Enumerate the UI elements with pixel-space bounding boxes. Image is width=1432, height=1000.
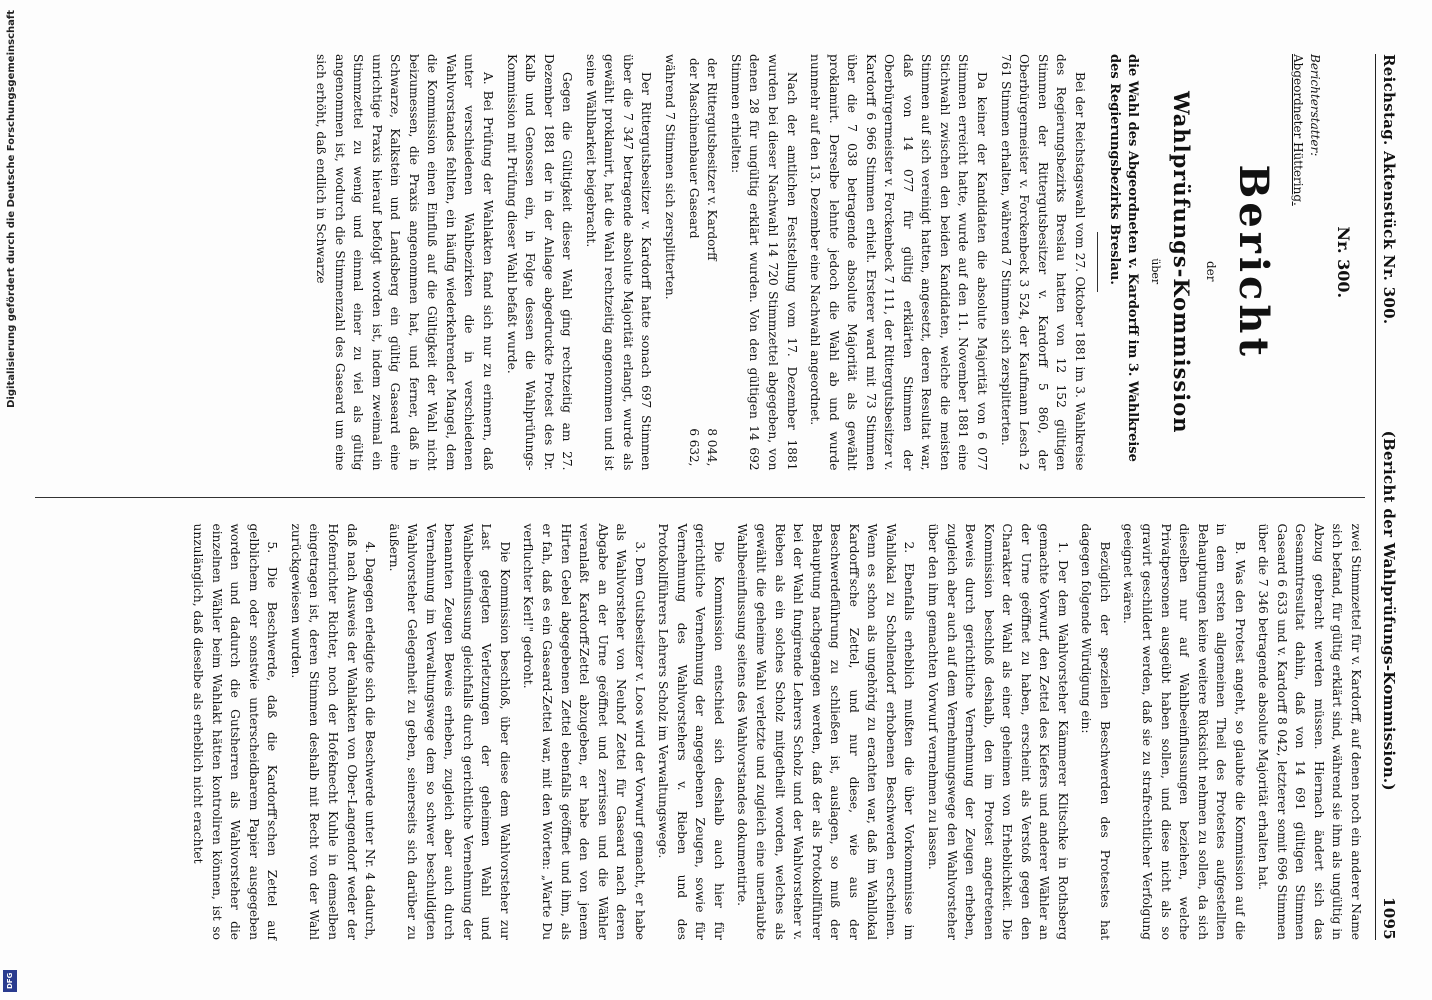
- paragraph: 5. Die Beschwerde, daß die Kardorff'schen Zettel auf gelblichem oder sonstwie unterscheidbarem Papier ausgegeben worden und dadurch die Gutsherren als Wahlvorsteher die einzelnen Wähler beim Wahlakt hätten kontroliren können, ist so unzulänglich, daß dieselbe als erheblich nicht erachtet: [191, 523, 280, 940]
- paragraph: Bezüglich der speziellen Beschwerden des Protestes hat dagegen folgende Würdigung ein:: [1079, 523, 1112, 940]
- text-columns: [35, 54, 1365, 940]
- running-head-left: Reichstag. Aktenstück Nr. 300.: [1380, 54, 1398, 325]
- digitization-note: [0, 10, 22, 990]
- paragraph: 2. Ebenfalls erheblich mußten die über Vorkommnisse im Wahllokal zu Schollendorf erhobenen Beschwerden erscheinen. Wenn es schon als ungehörig zu erachten war, daß im Wahllokal Kardorff'sche Zettel, und nur diese, wie aus der Beschwerdeführung zu schließen ist, auslagen, so muß der Behauptung nachgegangen werden, daß der als Protokollführer bei der Wahl fungirende Lehrers Scholz und der Wahlvorsteher v. Rieben als ein solches Scholz mitgetheilt worden, welches als gewählt die geheime Wahl verletzte und zugleich eine unerlaubte Wahlbeeinflussung seitens des Wahlvorstandes dokumentirte.: [735, 523, 917, 940]
- vote-count: 8 044,: [705, 428, 720, 467]
- report-der: der: [1204, 260, 1219, 282]
- paragraph: während 7 Stimmen sich zersplitterten.: [662, 54, 677, 300]
- paragraph: Da keiner der Kandidaten die absolute Majorität von 6 077 Stimmen erreicht hatte, wurde auf den 11. November 1881 eine Stichwahl zwischen den beiden Kandidaten, welche die meisten Stimmen auf sich vereinigt hatten, angesetzt, deren Resultat war, daß von 14 077 für gültig erklärten Stimmen der Oberbürgermeister v. Forckenbeck 7 111, der Rittergutsbesitzer v. Kardorff 6 966 Stimmen erhielt. Ersterer ward mit 73 Stimmen über die 7 038 betragende absolute Majorität als gewählt proklamirt. Derselbe lehnte jedoch die Wahl ab und wurde nunmehr auf den 13. Dezember eine Nachwahl angeordnet.: [808, 54, 990, 471]
- reporters: [1289, 54, 1323, 471]
- digitization-note-text: Digitalisierung gefördert durch die Deutsche Forschungsgemeinschaft: [5, 10, 17, 408]
- report-ueber: über: [1149, 258, 1163, 285]
- dfg-logo-icon: DFG: [3, 970, 17, 992]
- left-column: [35, 54, 1365, 471]
- section-rule: [1097, 232, 1098, 292]
- page-number: 1095: [1380, 897, 1398, 940]
- report-topic: die Wahl des Abgeordneten v. Kardorff im 3. Wahlkreise des Regierungsbezirks Breslau.: [1106, 54, 1141, 462]
- vote-candidate: der Maschinenbauer Gaseard: [687, 58, 702, 239]
- paragraph: 1. Der dem Wahlvorsteher Kämmerer Klitschke in Rothsberg gemachte Vorwurf, den Zettel des Kiefers und anderer Wähler an der Urne geöffnet zu haben, erscheint als Verstoß gegen den Charakter der Wahl als einer geheimen von Erheblichkeit. Die Kommission beschloß deshalb, den im Protest angetretenen Beweis durch gerichtliche Vernehmung der Zeugen erheben, zugleich aber auch auf dem Vernehmungswege den Wahlvorsteher über den ihm gemachten Vorwurf vernehmen zu lassen.: [925, 523, 1070, 940]
- paragraph: Die Kommission beschloß, über diese dem Wahlvorsteher zur Last gelegten Verletzungen der geheimen Wahl und Wahlbeeinflussung gleichfalls durch gerichtliche Vernehmung der benannten Zeugen Beweis erheben, zugleich aber auch durch Vernehmung im Verwaltungswege dem so schwer beschuldigten Wahlvorsteher Gelegenheit zu geben, seinerseits sich darüber zu äußern.: [386, 523, 512, 940]
- paragraph: Nach der amtlichen Feststellung vom 17. Dezember 1881 wurden bei dieser Nachwahl 14 720 Stimmzettel abgegeben, von denen 28 für ungültig erklärt wurden. Von den gültigen 14 692 Stimmen erhielten:: [728, 54, 799, 471]
- running-head-center: (Bericht der Wahlprüfungs-Kommission.): [1380, 430, 1398, 791]
- vote-row: [703, 54, 721, 471]
- vote-row: [685, 54, 703, 471]
- paragraph: 3. Dem Gutsbesitzer v. Loos wird der Vorwurf gemacht, er habe als Wahlvorsteher von Neuhof Zettel für Gaseard nach deren Abgabe an der Urne geöffnet und zerrissen und die Wähler veranlaßt Kardorff-Zettel abzugeben, er habe den von jenem Hirten Gebel abgegebenen Zettel ebenfalls geöffnet und ihm, als er fah, daß es ein Gaseard-Zettel war, mit den Worten: „Warte Du verfluchter Kerl!" gedroht.: [521, 523, 647, 940]
- paragraph: Der Rittergutsbesitzer v. Kardorff hatte sonach 697 Stimmen über die 7 347 betragende absolute Majorität erlangt, wurde als gewählt proklamirt, hat die Wahl rechtzeitig angenommen und ist seine Wählbarkeit beigebracht.: [583, 54, 654, 471]
- right-column: [35, 524, 1365, 941]
- report-title: Bericht: [1230, 164, 1278, 360]
- report-commission: Wahlprüfungs-Kommission: [1169, 90, 1195, 434]
- paragraph: Bei der Reichstagswahl vom 27. Oktober 1881 im 3. Wahlkreise des Regierungsbezirks Breslau hatten von 12 152 gültigen Stimmen der Rittergutsbesitzer v. Kardorff 5 860, der Oberbürgermeister v. Forckenbeck 3 524, der Kaufmann Lesch 2 761 Stimmen erhalten, während 7 Stimmen sich zersplitterten.: [998, 54, 1087, 471]
- reporters-name: Abgeordneter Hüttering.: [1290, 54, 1305, 206]
- vote-candidate: der Rittergutsbesitzer v. Kardorff: [705, 58, 720, 261]
- paragraph: B. Was den Protest angeht, so glaubte die Kommission auf die in dem ersten allgemeinen Theil des Protestes aufgestellten Behauptungen keine weitere Rücksicht nehmen zu sollen, da sich dieselben nur auf Wahlbeeinflussungen beziehen, welche Privatpersonen ausgeübt haben sollen, und diese nicht als so gravirt geschildert werden, daß sie zu strafrechtlicher Verfolgung geeignet wären.: [1121, 523, 1247, 940]
- paragraph: Gegen die Gültigkeit dieser Wahl ging rechtzeitig am 27. Dezember 1881 der in der Anlage abgedruckte Protest des Dr. Kalb und Genossen ein, in Folge dessen die Wahlprüfungs-Kommission mit Prüfung dieser Wahl befaßt wurde.: [504, 54, 575, 471]
- reporters-label: Berichterstatter:: [1307, 54, 1322, 157]
- paragraph: zwei Stimmzettel für v. Kardorff, auf denen noch ein anderer Name sich befand, für gültig erklärt sind, während sie ihm als ungültig in Abzug gebracht werden müssen. Hiernach ändert sich das Gesammtresultat dahin, daß von 14 691 gültigen Stimmen Gaseard 6 633 und v. Kardorff 8 042, letzterer somit 696 Stimmen über die 7 346 betragende absolute Majorität erhalten hat.: [1256, 523, 1363, 940]
- drucksache-number: Nr. 300.: [1334, 226, 1353, 299]
- paragraph: A. Bei Prüfung der Wahlakten fand sich nur zu erinnern, daß unter verschiedenen Wahlbezirken die in verschiedenen Wahlvorstandes fehlten, ein häufig wiederkehrender Mangel, dem die Kommission einen Einfluß auf die Gültigkeit der Wahl nicht beizumessen, die Praxis angenommen hat, und ferner, daß in Schwarze, Kalkstein und Landsberg ein gültig Gaseard eine unrichtige Praxis hierauf befolgt worden ist, indem zweimal ein Stimmzettel zu wenig und einmal einer zu viel als gültig angenommen ist, wodurch die Stimmenzahl des Gaseard um eine sich erhöht, daß endlich in Schwarze: [314, 54, 495, 471]
- vote-table: [685, 54, 721, 471]
- column-divider: [35, 497, 1365, 498]
- running-head: [1375, 54, 1398, 940]
- paragraph: Die Kommission entschied sich deshalb auch hier für gerichtliche Vernehmung der angegebenen Zeugen, sowie für Vernehmung des Wahlvorstehers v. Rieben und des Protokollführers Lehrers Scholz im Verwaltungswege.: [656, 523, 726, 940]
- vote-count: 6 632,: [687, 428, 702, 467]
- paragraph: 4. Dagegen erledigte sich die Beschwerde unter Nr. 4 dadurch, daß nach Ausweis der Wahlakten von Ober-Langendorf weder der Hofenrichter Richter, noch der Hofeknecht Kuhle in demselben eingetragen ist, deren Stimmen deshalb mit Recht von der Wahl zurückgewiesen wurden.: [288, 523, 378, 940]
